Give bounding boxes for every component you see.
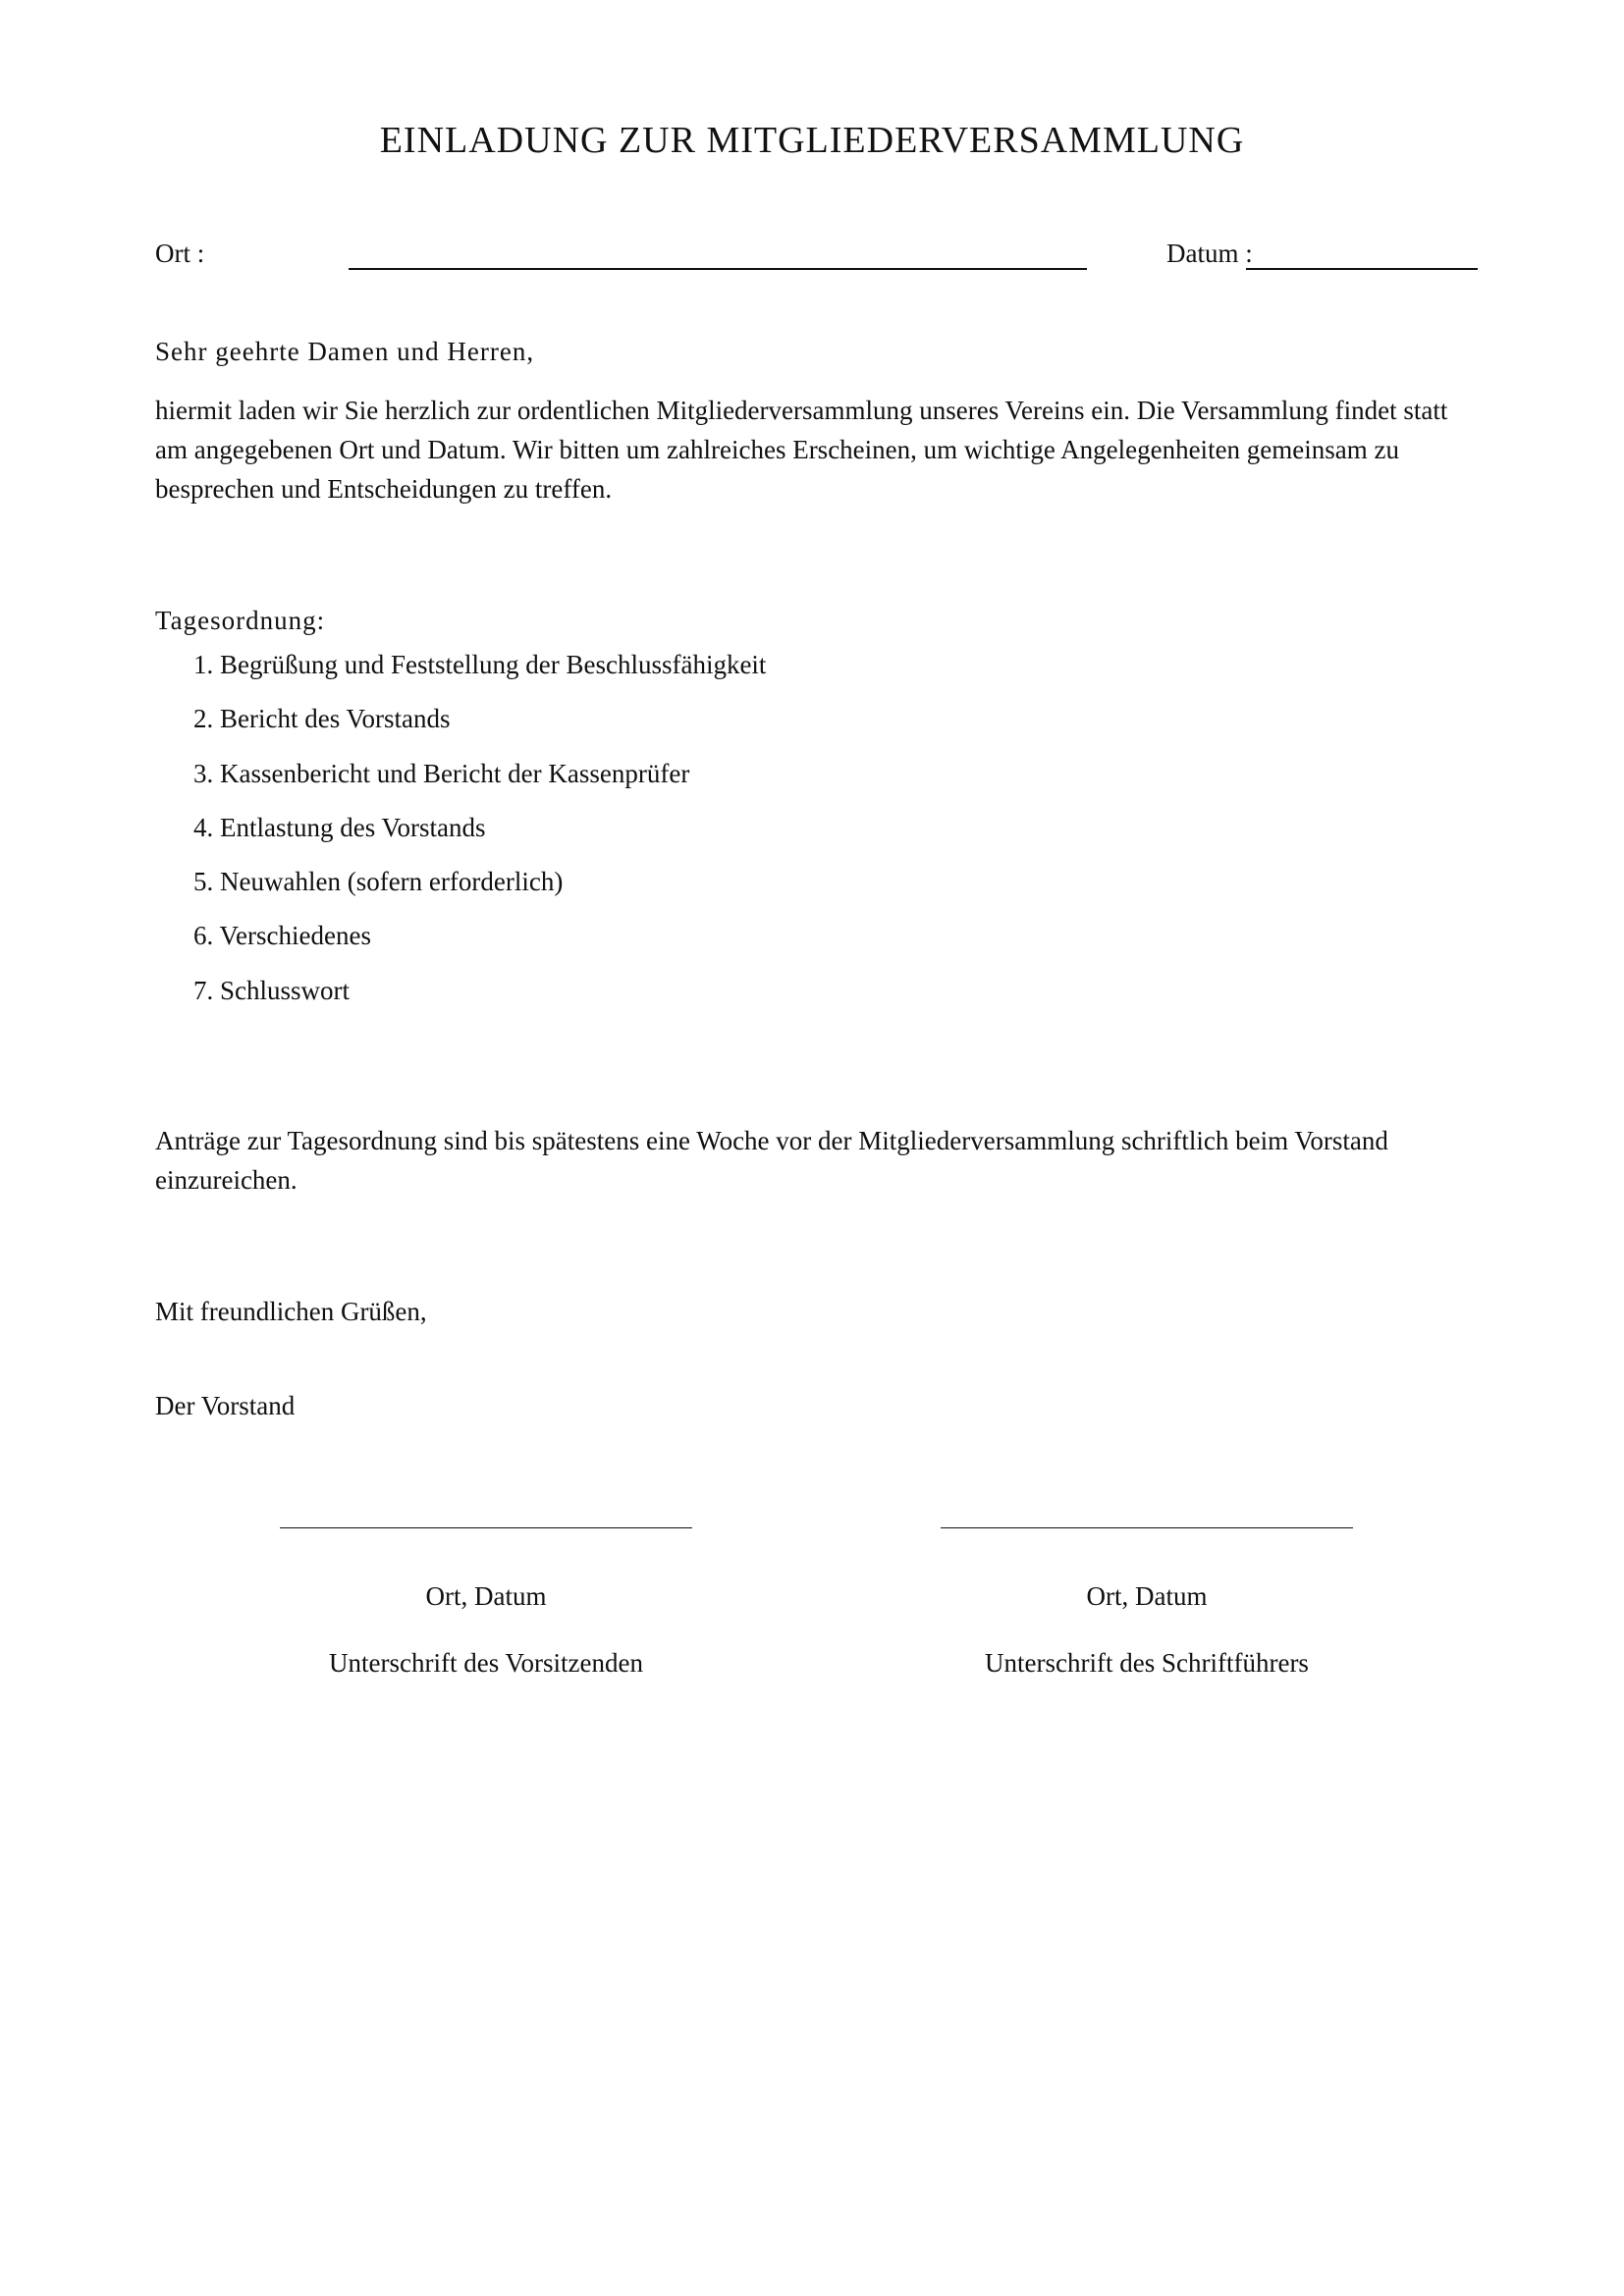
sender: Der Vorstand: [155, 1391, 296, 1420]
datum-line: [1246, 268, 1478, 270]
signature-line-right: [941, 1527, 1353, 1528]
agenda-item: 4. Entlastung des Vorstands: [193, 812, 486, 842]
datum-label: Datum :: [1166, 239, 1253, 268]
signature-left-place-date: Ort, Datum: [425, 1581, 547, 1611]
signature-right-role: Unterschrift des Schriftführers: [985, 1648, 1309, 1678]
document-title: EINLADUNG ZUR MITGLIEDERVERSAMMLUNG: [379, 120, 1245, 161]
agenda-item: 2. Bericht des Vorstands: [193, 704, 451, 734]
agenda-item: 6. Verschiedenes: [193, 921, 371, 951]
antraege-paragraph: Anträge zur Tagesordnung sind bis spätestens eine Woche vor der Mitgliederversammlung schriftlich beim Vorstand einzureichen.: [155, 1126, 1388, 1195]
agenda-item: 7. Schlusswort: [193, 975, 351, 1005]
agenda-list: [193, 648, 766, 1028]
signature-left-role: Unterschrift des Vorsitzenden: [329, 1648, 643, 1678]
signature-line-left: [280, 1527, 692, 1528]
salutation: Sehr geehrte Damen und Herren,: [155, 337, 535, 366]
signature-right-place-date: Ort, Datum: [1086, 1581, 1208, 1611]
agenda-item: 5. Neuwahlen (sofern erforderlich): [193, 867, 564, 897]
agenda-heading: Tagesordnung:: [155, 606, 326, 635]
ort-label: Ort :: [155, 239, 205, 268]
ort-line: [349, 268, 1087, 270]
agenda-item: 1. Begrüßung und Feststellung der Beschlussfähigkeit: [193, 650, 767, 679]
closing: Mit freundlichen Grüßen,: [155, 1297, 427, 1326]
agenda-item: 3. Kassenbericht und Bericht der Kassenprüfer: [193, 758, 690, 788]
intro-paragraph: hiermit laden wir Sie herzlich zur ordentlichen Mitgliederversammlung unseres Vereins ein. Die Versammlung findet statt am angegebenen Ort und Datum. Wir bitten um zahlreiches Erscheinen, um wichtige Angelegenheiten gemeinsam zu besprechen und Entscheidungen zu treffen.: [155, 396, 1448, 504]
